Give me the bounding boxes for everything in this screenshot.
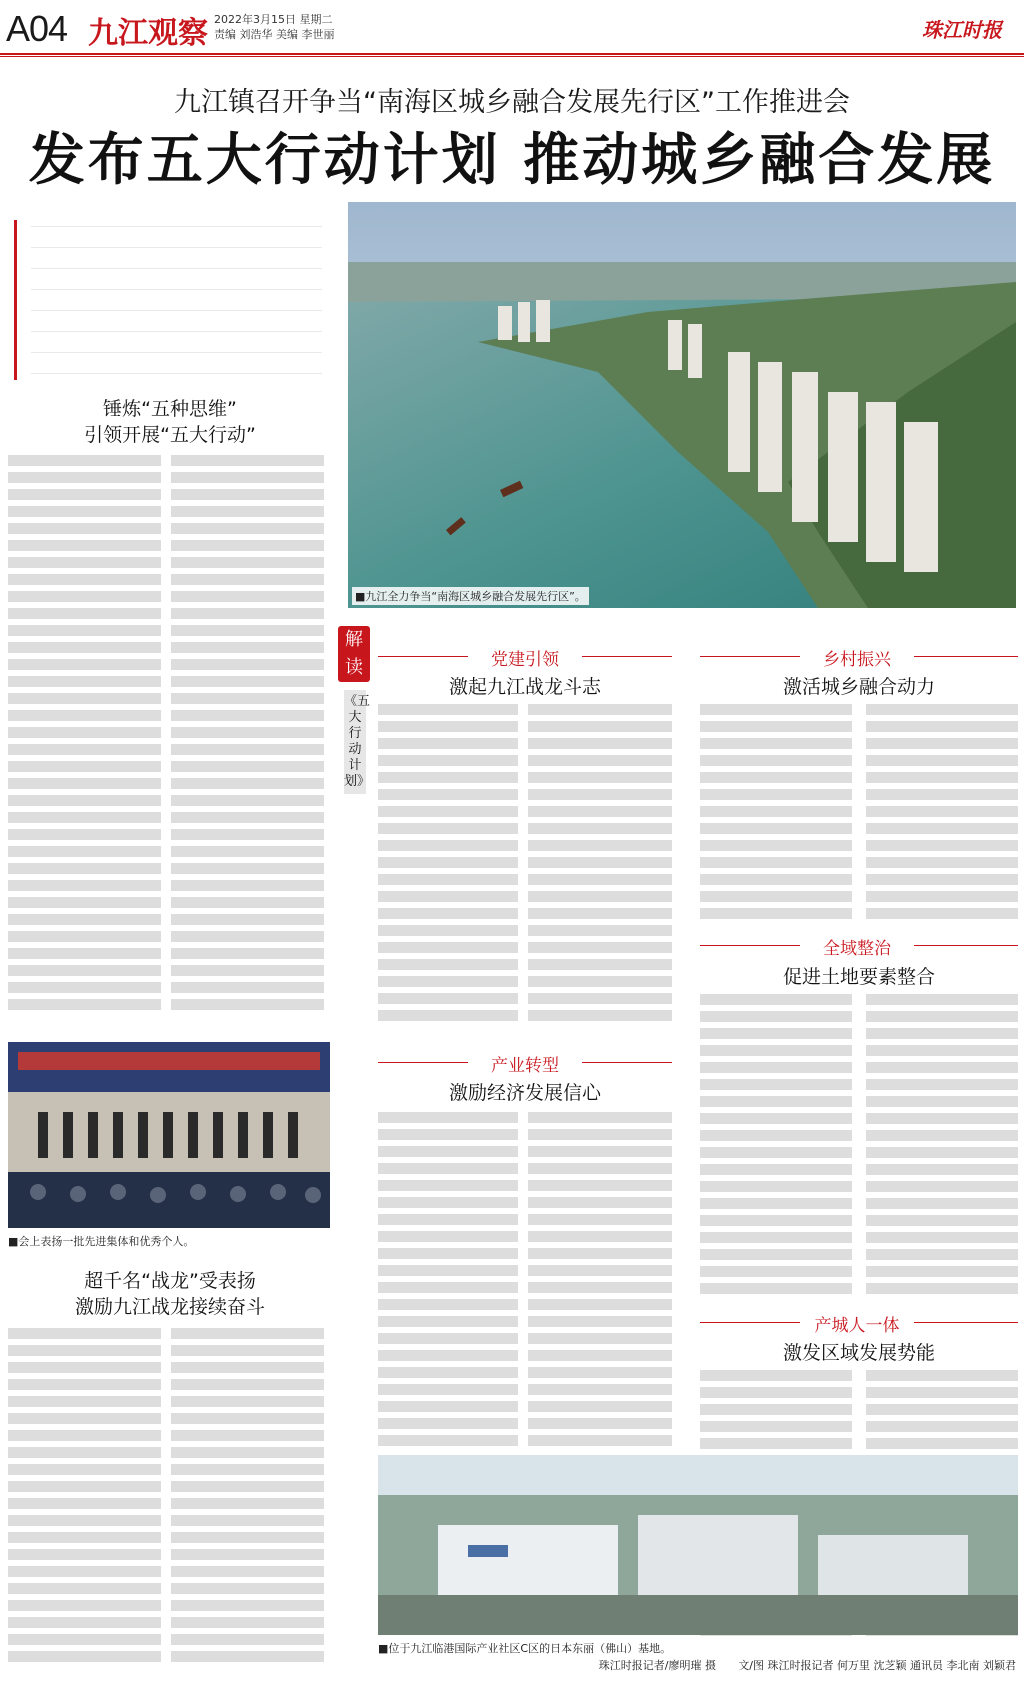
s1-body-column-1 bbox=[378, 704, 518, 1024]
headline-kicker: 九江镇召开争当“南海区城乡融合发展先行区”工作推进会 bbox=[174, 87, 850, 118]
editors: 责编 刘浩华 美编 李世丽 bbox=[214, 28, 335, 41]
interpretation-badge: 解读 bbox=[338, 626, 370, 682]
s3-title: 激励经济发展信心 bbox=[448, 1082, 601, 1104]
masthead-rule-thin bbox=[0, 56, 1024, 57]
s1-body-column-2 bbox=[528, 704, 672, 1024]
left-section1-title-line1: 锤炼“五种思维” bbox=[103, 398, 237, 420]
s2-body-column-2 bbox=[866, 704, 1018, 924]
s5-tag-rule-left bbox=[700, 1322, 800, 1323]
hero-aerial-image bbox=[348, 202, 1016, 608]
s3-body-column-2 bbox=[528, 1112, 672, 1447]
factory-aerial-image bbox=[378, 1455, 1018, 1635]
left-section2-title-line1: 超千名“战龙”受表扬 bbox=[84, 1270, 256, 1292]
s2-body-column-1 bbox=[700, 704, 852, 924]
newspaper-logo: 珠江时报 bbox=[922, 18, 1002, 42]
interpretation-vertical-label: 《五大行动计划》 bbox=[344, 690, 366, 794]
award-photo-caption: ■会上表扬一批先进集体和优秀个人。 bbox=[8, 1235, 195, 1248]
lead-text bbox=[31, 226, 322, 374]
headline-title: 发布五大行动计划 推动城乡融合发展 bbox=[28, 128, 996, 193]
left-body2-column-2 bbox=[171, 1328, 324, 1668]
page-number: A04 bbox=[6, 8, 68, 49]
factory-photo-caption: ■位于九江临港国际产业社区C区的日本东丽（佛山）基地。 bbox=[378, 1642, 672, 1655]
article-byline: 文/图 珠江时报记者 何万里 沈芝颖 通讯员 李北南 刘颖君 bbox=[738, 1659, 1016, 1672]
left-body2-column-1 bbox=[8, 1328, 161, 1668]
s4-title: 促进土地要素整合 bbox=[782, 966, 935, 988]
s5-title: 激发区域发展势能 bbox=[782, 1342, 935, 1364]
s1-tag-rule-right bbox=[582, 656, 672, 657]
s5-tag-rule-right bbox=[914, 1322, 1018, 1323]
left-section1-title-line2: 引领开展“五大行动” bbox=[84, 424, 256, 446]
s3-tag-rule-right bbox=[582, 1062, 672, 1063]
s3-tag-rule-left bbox=[378, 1062, 468, 1063]
s1-tag: 党建引领 bbox=[491, 650, 559, 670]
section-name: 九江观察 bbox=[88, 16, 208, 51]
s3-tag: 产业转型 bbox=[491, 1056, 559, 1076]
award-ceremony-photo bbox=[8, 1042, 330, 1228]
left-body-column-2 bbox=[171, 455, 324, 1015]
ceremony-image bbox=[8, 1042, 330, 1228]
s3-body-column-1 bbox=[378, 1112, 518, 1447]
s1-title: 激起九江战龙斗志 bbox=[448, 676, 601, 698]
lead-paragraph bbox=[14, 220, 332, 380]
s2-tag-rule-left bbox=[700, 656, 800, 657]
s2-tag-rule-right bbox=[914, 656, 1018, 657]
s4-tag-rule-right bbox=[914, 945, 1018, 946]
left-section1-title bbox=[40, 396, 300, 448]
s2-tag: 乡村振兴 bbox=[823, 650, 891, 670]
issue-date: 2022年3月15日 星期二 bbox=[214, 13, 333, 26]
s4-tag-rule-left bbox=[700, 945, 800, 946]
issue-meta bbox=[214, 12, 335, 42]
left-body-column-1 bbox=[8, 455, 161, 1015]
s4-tag: 全域整治 bbox=[823, 939, 891, 959]
s5-tag: 产城人一体 bbox=[814, 1316, 900, 1336]
masthead-rule bbox=[0, 53, 1024, 55]
factory-base-photo bbox=[378, 1455, 1018, 1635]
masthead bbox=[0, 0, 1024, 58]
hero-photo bbox=[348, 202, 1016, 608]
left-section2-title-line2: 激励九江战龙接续奋斗 bbox=[74, 1296, 265, 1318]
factory-photo-credit: 珠江时报记者/廖明璀 摄 bbox=[598, 1659, 716, 1672]
left-section2-title bbox=[40, 1268, 300, 1320]
hero-caption: ■九江全力争当“南海区城乡融合发展先行区”。 bbox=[352, 587, 589, 605]
s2-title: 激活城乡融合动力 bbox=[782, 676, 935, 698]
s4-body-column-1 bbox=[700, 994, 852, 1294]
s4-body-column-2 bbox=[866, 994, 1018, 1294]
s1-tag-rule-left bbox=[378, 656, 468, 657]
